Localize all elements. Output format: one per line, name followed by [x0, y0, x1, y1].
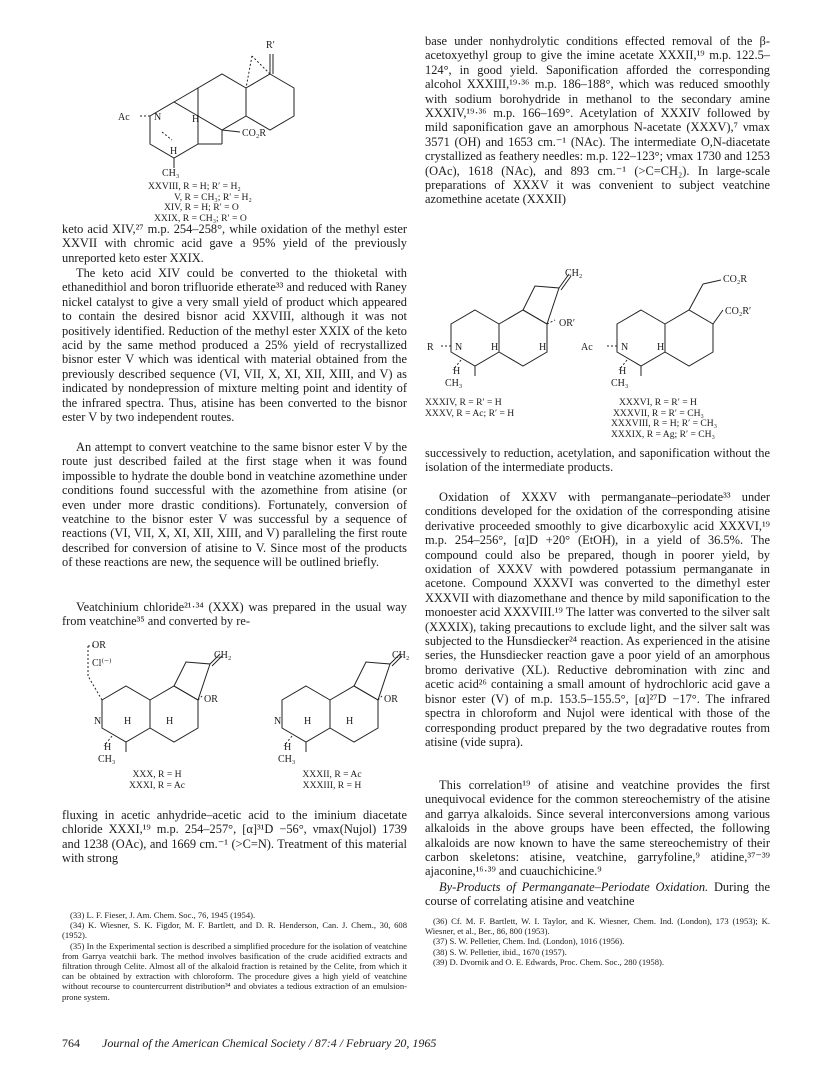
paragraph: base under nonhydrolytic conditions effected removal of the β-acetoxyethyl group to give the imine acetate XXXII,¹⁹ m.p. 122.5–124°, in good yield. Saponification afforded the corresponding alcohol XXXIII,¹⁹·³⁶ m.p. 186–188°, which was reduced smoothly with sodium borohydride in methanol to the secondary amine XXXIV,¹⁹·³⁶ m.p. 166–169°. Acetylation of XXXIV followed by mild saponification gave an amorphous N-acetate (XXXV),⁷ νmax 3571 (OH) and 1653 cm.⁻¹ (NAc). The intermediate O,N-diacetate crystallized as feathery needles: m.p. 122–123°; νmax 1730 and 1253 (OAc), 1618 (NAc), and 893 cm.⁻¹ (>C=CH₂). In large-scale preparations of XXXV it was convenient to subject veatchine azomethine acetate (XXXII) [425, 34, 770, 207]
label-ch3: CH₃ [278, 754, 296, 765]
legend-line: V, R = CH₃; R′ = H₂ [174, 191, 252, 203]
label-ac: Ac [581, 342, 593, 353]
label-h: H [619, 366, 627, 377]
label-r: R [427, 342, 434, 353]
paragraph: Oxidation of XXXV with permanganate–periodate³³ under conditions developed for the oxidation of the corresponding atisine derivative proceeded smoothly to give dicarboxylic acid XXXVI,¹⁹ m.p. 254–256°, [α]D +20° (EtOH), in a yield of 36.5%. The compound could also be prepared, though in poorer yield, by oxidation of XXXV with powdered potassium permanganate in acetone. Compound XXXVI was converted to the dimethyl ester XXXVII with diazomethane and thence by mild saponification to the monoester acid XXXVIII.¹⁹ The latter was converted to the silver salt (XXXIX), taking precautions to exclude light, and the silver salt was subjected to the Hunsdiecker²⁴ reaction. As experienced in the atisine series, the Hunsdiecker reaction gave a poor yield of an amorphous bromo derivative (XL). Reductive debromination with zinc and acetic acid²⁶ containing a small amount of hydrochloric acid gave a bisnor ester (V) of m.p. 153.5–155.5°, [α]²⁷D −17°. The infrared spectra in chloroform and Nujol were identical with those of the corresponding product prepared by the two degradative routes from atisine (vide supra). [425, 490, 770, 749]
label-h: H [170, 146, 178, 157]
structure-legend [267, 770, 397, 791]
label-ch2: CH₂ [392, 650, 410, 661]
legend-line: XIV, R = H; R′ = O [164, 202, 239, 214]
footnote: (33) L. F. Fieser, J. Am. Chem. Soc., 76, 1945 (1954). [70, 910, 256, 920]
legend-line: XXVIII, R = H; R′ = H₂ [148, 181, 241, 192]
structure-legend [148, 182, 252, 224]
label-or: OR [204, 694, 218, 705]
footnotes [62, 910, 407, 1002]
label-or-prime: OR′ [559, 318, 576, 329]
legend-line: XXXV, R = Ac; R′ = H [425, 407, 515, 419]
label-h: H [104, 742, 112, 753]
label-n: N [154, 112, 162, 123]
footnote: (34) K. Wiesner, S. K. Figdor, M. F. Bartlett, and D. R. Henderson, Can. J. Chem., 30, 608 (1952). [62, 920, 407, 941]
legend-line: XXXVII, R = R′ = CH₃ [613, 407, 704, 419]
label-ch2: CH₂ [565, 268, 583, 279]
structure-xxxvi [581, 264, 771, 389]
label-or: OR [92, 640, 106, 651]
legend-line: XXXI, R = Ac [128, 779, 186, 791]
label-h: H [304, 716, 312, 727]
structure-xxx [82, 640, 242, 765]
legend-line: XXXIII, R = H [302, 779, 362, 791]
footnote: (38) S. W. Pelletier, ibid., 1670 (1957). [433, 946, 567, 957]
page-number: 764 [62, 1036, 80, 1050]
label-h: H [539, 342, 547, 353]
label-n: N [94, 716, 102, 727]
label-ch2: CH₂ [214, 650, 232, 661]
label-or: OR [384, 694, 398, 705]
label-n: N [455, 342, 463, 353]
paragraph: successively to reduction, acetylation, and saponification without the isolation of the intermediate products. [425, 446, 770, 475]
legend-line: XXIX, R = CH₃; R′ = O [154, 212, 247, 224]
paragraph: During the course of correlating atisine and veatchine [425, 880, 770, 909]
paragraph: This correlation¹⁹ of atisine and veatchine provides the first unequivocal evidence for the common stereochemistry of the atisine and garrya alkaloids. Since several interconversions among various alkaloids in the above groups have been effected, the following alkaloids are now known to have the same stereochemistry of their carbon skeletons: atisine, veatchine, garryfoline,⁹ atidine,³⁷⁻³⁹ ajaconine,¹⁶·³⁹ and cuauchichicine.⁹ [425, 778, 770, 879]
label-h: H [166, 716, 174, 727]
footnote: (35) In the Experimental section is described a simplified procedure for the isolation of veatchine from Garrya veatchii bark. The method involves basification of the crude acidified extracts and filtration through Celite. Almost all of the alkaloid fraction is retained by the Celite, from which it can be obtained by extraction with chloroform. The procedure gives a high yield of veatchine without recourse to countercurrent distribution³⁴ and obviates a tedious extraction of an emulsion-prone system. [62, 940, 407, 1002]
footnote: (37) S. W. Pelletier, Chem. Ind. (London), 1016 (1956). [433, 936, 625, 947]
label-h: H [657, 342, 665, 353]
structure-xxxii [262, 640, 422, 765]
paragraph: fluxing in acetic anhydride–acetic acid to the iminium diacetate chloride XXXI,¹⁹ m.p. 254–257°, [α]³¹D −56°, νmax(Nujol) 1739 and 1238 (OAc), and 1669 cm.⁻¹ (>C=N). Treatment of this material with strong [62, 808, 407, 866]
section-heading-paragraph [425, 880, 770, 909]
legend-line: XXXII, R = Ac [302, 769, 362, 780]
label-n: N [621, 342, 629, 353]
journal-citation: Journal of the American Chemical Society / 87:4 / February 20, 1965 [102, 1036, 437, 1050]
label-co2r: CO₂R [242, 128, 267, 139]
label-h: H [192, 114, 200, 125]
footnotes [425, 916, 770, 967]
label-ch3: CH₃ [445, 378, 463, 389]
structure-xxxiv [425, 264, 595, 389]
label-ac: Ac [118, 112, 130, 123]
page-footer [62, 1036, 436, 1051]
label-h: H [491, 342, 499, 353]
legend-line: XXXVI, R = R′ = H [619, 397, 697, 408]
label-ch3: CH₃ [611, 378, 629, 389]
section-heading: By-Products of Permanganate–Periodate Oxidation. [439, 880, 709, 894]
label-h: H [284, 742, 292, 753]
label-r-prime: R′ [266, 40, 275, 51]
paragraph: The keto acid XIV could be converted to the thioketal with ethanedithiol and boron trifluoride etherate³³ and reduced with Raney nickel catalyst to give a very small yield of product which appeared to contain the desired bisnor acid XXVIII, although it was not positively identified. Reduction of the methyl ester XXIX of the keto acid by the same method produced a 25% yield of recrystallized bisnor ester V which was identical with material obtained from the previously described sequence (VI, VII, X, XI, XII, XIII, and V) as indicated by nondepression of mixture melting point and identity of the infrared spectra. Thus, atisine has been converted to the bisnor ester V by two independent routes. [62, 266, 407, 425]
label-ch3: CH₃ [162, 168, 180, 179]
label-co2r: CO₂R [723, 274, 748, 285]
structure-legend [92, 770, 222, 791]
legend-line: XXXIV, R = R′ = H [425, 397, 502, 408]
label-cl: Cl⁽⁻⁾ [92, 658, 112, 669]
structure-legend [611, 398, 717, 440]
label-co2r-prime: CO₂R′ [725, 306, 752, 317]
footnote: (39) D. Dvornik and O. E. Edwards, Proc. Chem. Soc., 280 (1958). [433, 956, 665, 967]
footnote: (36) Cf. M. F. Bartlett, W. I. Taylor, and K. Wiesner, Chem. Ind. (London), 173 (1953); K. Wiesner, et al., Ber., 86, 800 (1953). [425, 916, 770, 937]
label-ch3: CH₃ [98, 754, 116, 765]
label-n: N [274, 716, 282, 727]
label-h: H [124, 716, 132, 727]
legend-line: XXX, R = H [132, 769, 182, 780]
label-h: H [453, 366, 461, 377]
structure-xxviii [102, 36, 362, 181]
paragraph: An attempt to convert veatchine to the same bisnor ester V by the route just described failed at the first stage when it was found impossible to hydrate the double bond in veatchine azomethine under conditions found successful with the azomethine from atisine (or even under more drastic conditions). Fortunately, conversion of veatchine to the bisnor ester V was successful by a sequence of reactions (VI, VII, X, XI, XII, XIII, and V) paralleling the first route described for conversion of atisine to V. Since most of the products of these reactions are new, the sequence will be outlined briefly. [62, 440, 407, 570]
label-h: H [346, 716, 354, 727]
paragraph: keto acid XIV,²⁷ m.p. 254–258°, while oxidation of the methyl ester XXVII with chromic acid gave a 95% yield of the previously unreported keto ester XXIX. [62, 222, 407, 265]
structure-legend [425, 398, 514, 419]
legend-line: XXXIX, R = Ag; R′ = CH₃ [611, 428, 715, 440]
paragraph: Veatchinium chloride²¹·³⁴ (XXX) was prepared in the usual way from veatchine³⁵ and converted by re- [62, 600, 407, 629]
legend-line: XXXVIII, R = H; R′ = CH₃ [611, 418, 718, 430]
